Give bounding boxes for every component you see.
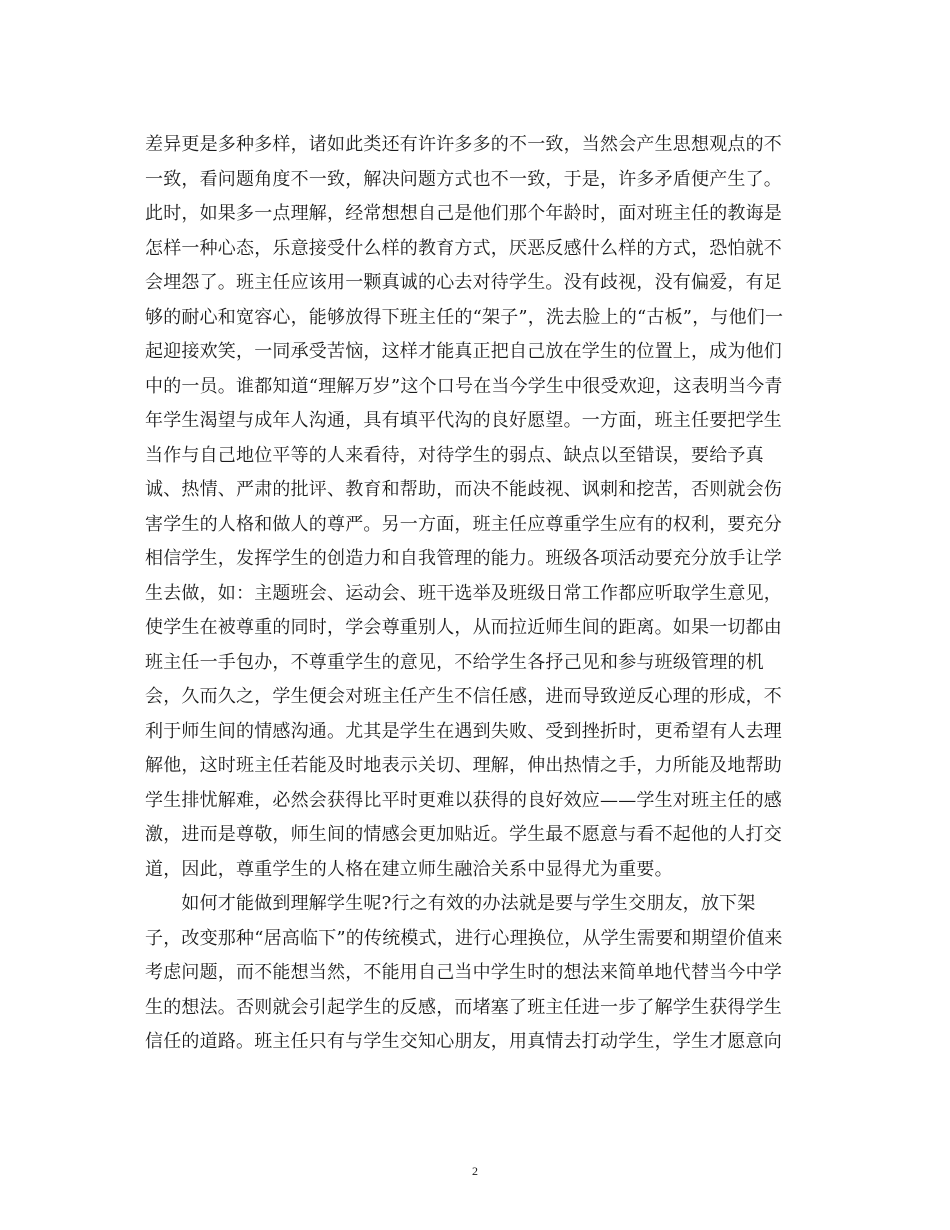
text-line: 道，因此，尊重学生的人格在建立师生融洽关系中显得尤为重要。 xyxy=(145,858,673,880)
text-line: 会，久而久之，学生便会对班主任产生不信任感，进而导致逆反心理的形成，不 xyxy=(145,686,782,707)
text-line: 够的耐心和宽容心，能够放得下班主任的“架子”，洗去脸上的“古板”，与他们一 xyxy=(145,306,784,328)
text-line: 一致，看问题角度不一致，解决问题方式也不一致，于是，许多矛盾便产生了。 xyxy=(145,168,782,190)
text-line: 中的一员。谁都知道“理解万岁”这个口号在当今学生中很受欢迎，这表明当今青 xyxy=(145,375,783,397)
page-number: 2 xyxy=(472,1164,478,1178)
text-line: 差异更是多种多样，诸如此类还有许许多多的不一致，当然会产生思想观点的不 xyxy=(145,134,782,155)
text-line: 班主任一手包办，不尊重学生的意见，不给学生各抒己见和参与班级管理的机 xyxy=(145,651,764,673)
text-line: 解他，这时班主任若能及时地表示关切、理解，伸出热情之手，力所能及地帮助 xyxy=(145,755,782,776)
text-line: 考虑问题，而不能想当然，不能用自己当中学生时的想法来简单地代替当今中学 xyxy=(145,962,782,983)
text-line: 使学生在被尊重的同时，学会尊重别人，从而拉近师生间的距离。如果一切都由 xyxy=(145,617,782,638)
text-line: 激，进而是尊敬，师生间的情感会更加贴近。学生最不愿意与看不起他的人打交 xyxy=(145,824,782,845)
text-line: 此时，如果多一点理解，经常想想自己是他们那个年龄时，面对班主任的教诲是 xyxy=(145,203,782,224)
text-line: 如何才能做到理解学生呢?行之有效的办法就是要与学生交朋友，放下架 xyxy=(145,893,756,914)
text-line: 子，改变那种“居高临下”的传统模式，进行心理换位，从学生需要和期望价值来 xyxy=(145,927,783,949)
text-line: 会埋怨了。班主任应该用一颗真诚的心去对待学生。没有歧视，没有偏爱，有足 xyxy=(145,272,782,293)
text-line: 利于师生间的情感沟通。尤其是学生在遇到失败、受到挫折时，更希望有人去理 xyxy=(145,720,782,742)
text-line: 相信学生，发挥学生的创造力和自我管理的能力。班级各项活动要充分放手让学 xyxy=(145,548,782,569)
text-line: 信任的道路。班主任只有与学生交知心朋友，用真情去打动学生，学生才愿意向 xyxy=(145,1031,782,1052)
text-line: 学生排忧解难，必然会获得比平时更难以获得的良好效应——学生对班主任的感 xyxy=(145,789,782,811)
body-text xyxy=(145,128,805,1060)
text-line: 年学生渴望与成年人沟通，具有填平代沟的良好愿望。一方面，班主任要把学生 xyxy=(145,410,782,431)
text-line: 生的想法。否则就会引起学生的反感，而堵塞了班主任进一步了解学生获得学生 xyxy=(145,996,782,1018)
text-line: 害学生的人格和做人的尊严。另一方面，班主任应尊重学生应有的权利，要充分 xyxy=(145,513,782,535)
text-line: 生去做，如：主题班会、运动会、班干选举及班级日常工作都应听取学生意见， xyxy=(145,582,782,604)
text-line: 起迎接欢笑，一同承受苦恼，这样才能真正把自己放在学生的位置上，成为他们 xyxy=(145,341,782,362)
text-line: 当作与自己地位平等的人来看待，对待学生的弱点、缺点以至错误，要给予真 xyxy=(145,444,764,466)
text-line: 诚、热情、严肃的批评、教育和帮助，而决不能歧视、讽刺和挖苦，否则就会伤 xyxy=(145,479,782,500)
text-line: 怎样一种心态，乐意接受什么样的教育方式，厌恶反感什么样的方式，恐怕就不 xyxy=(145,237,782,259)
